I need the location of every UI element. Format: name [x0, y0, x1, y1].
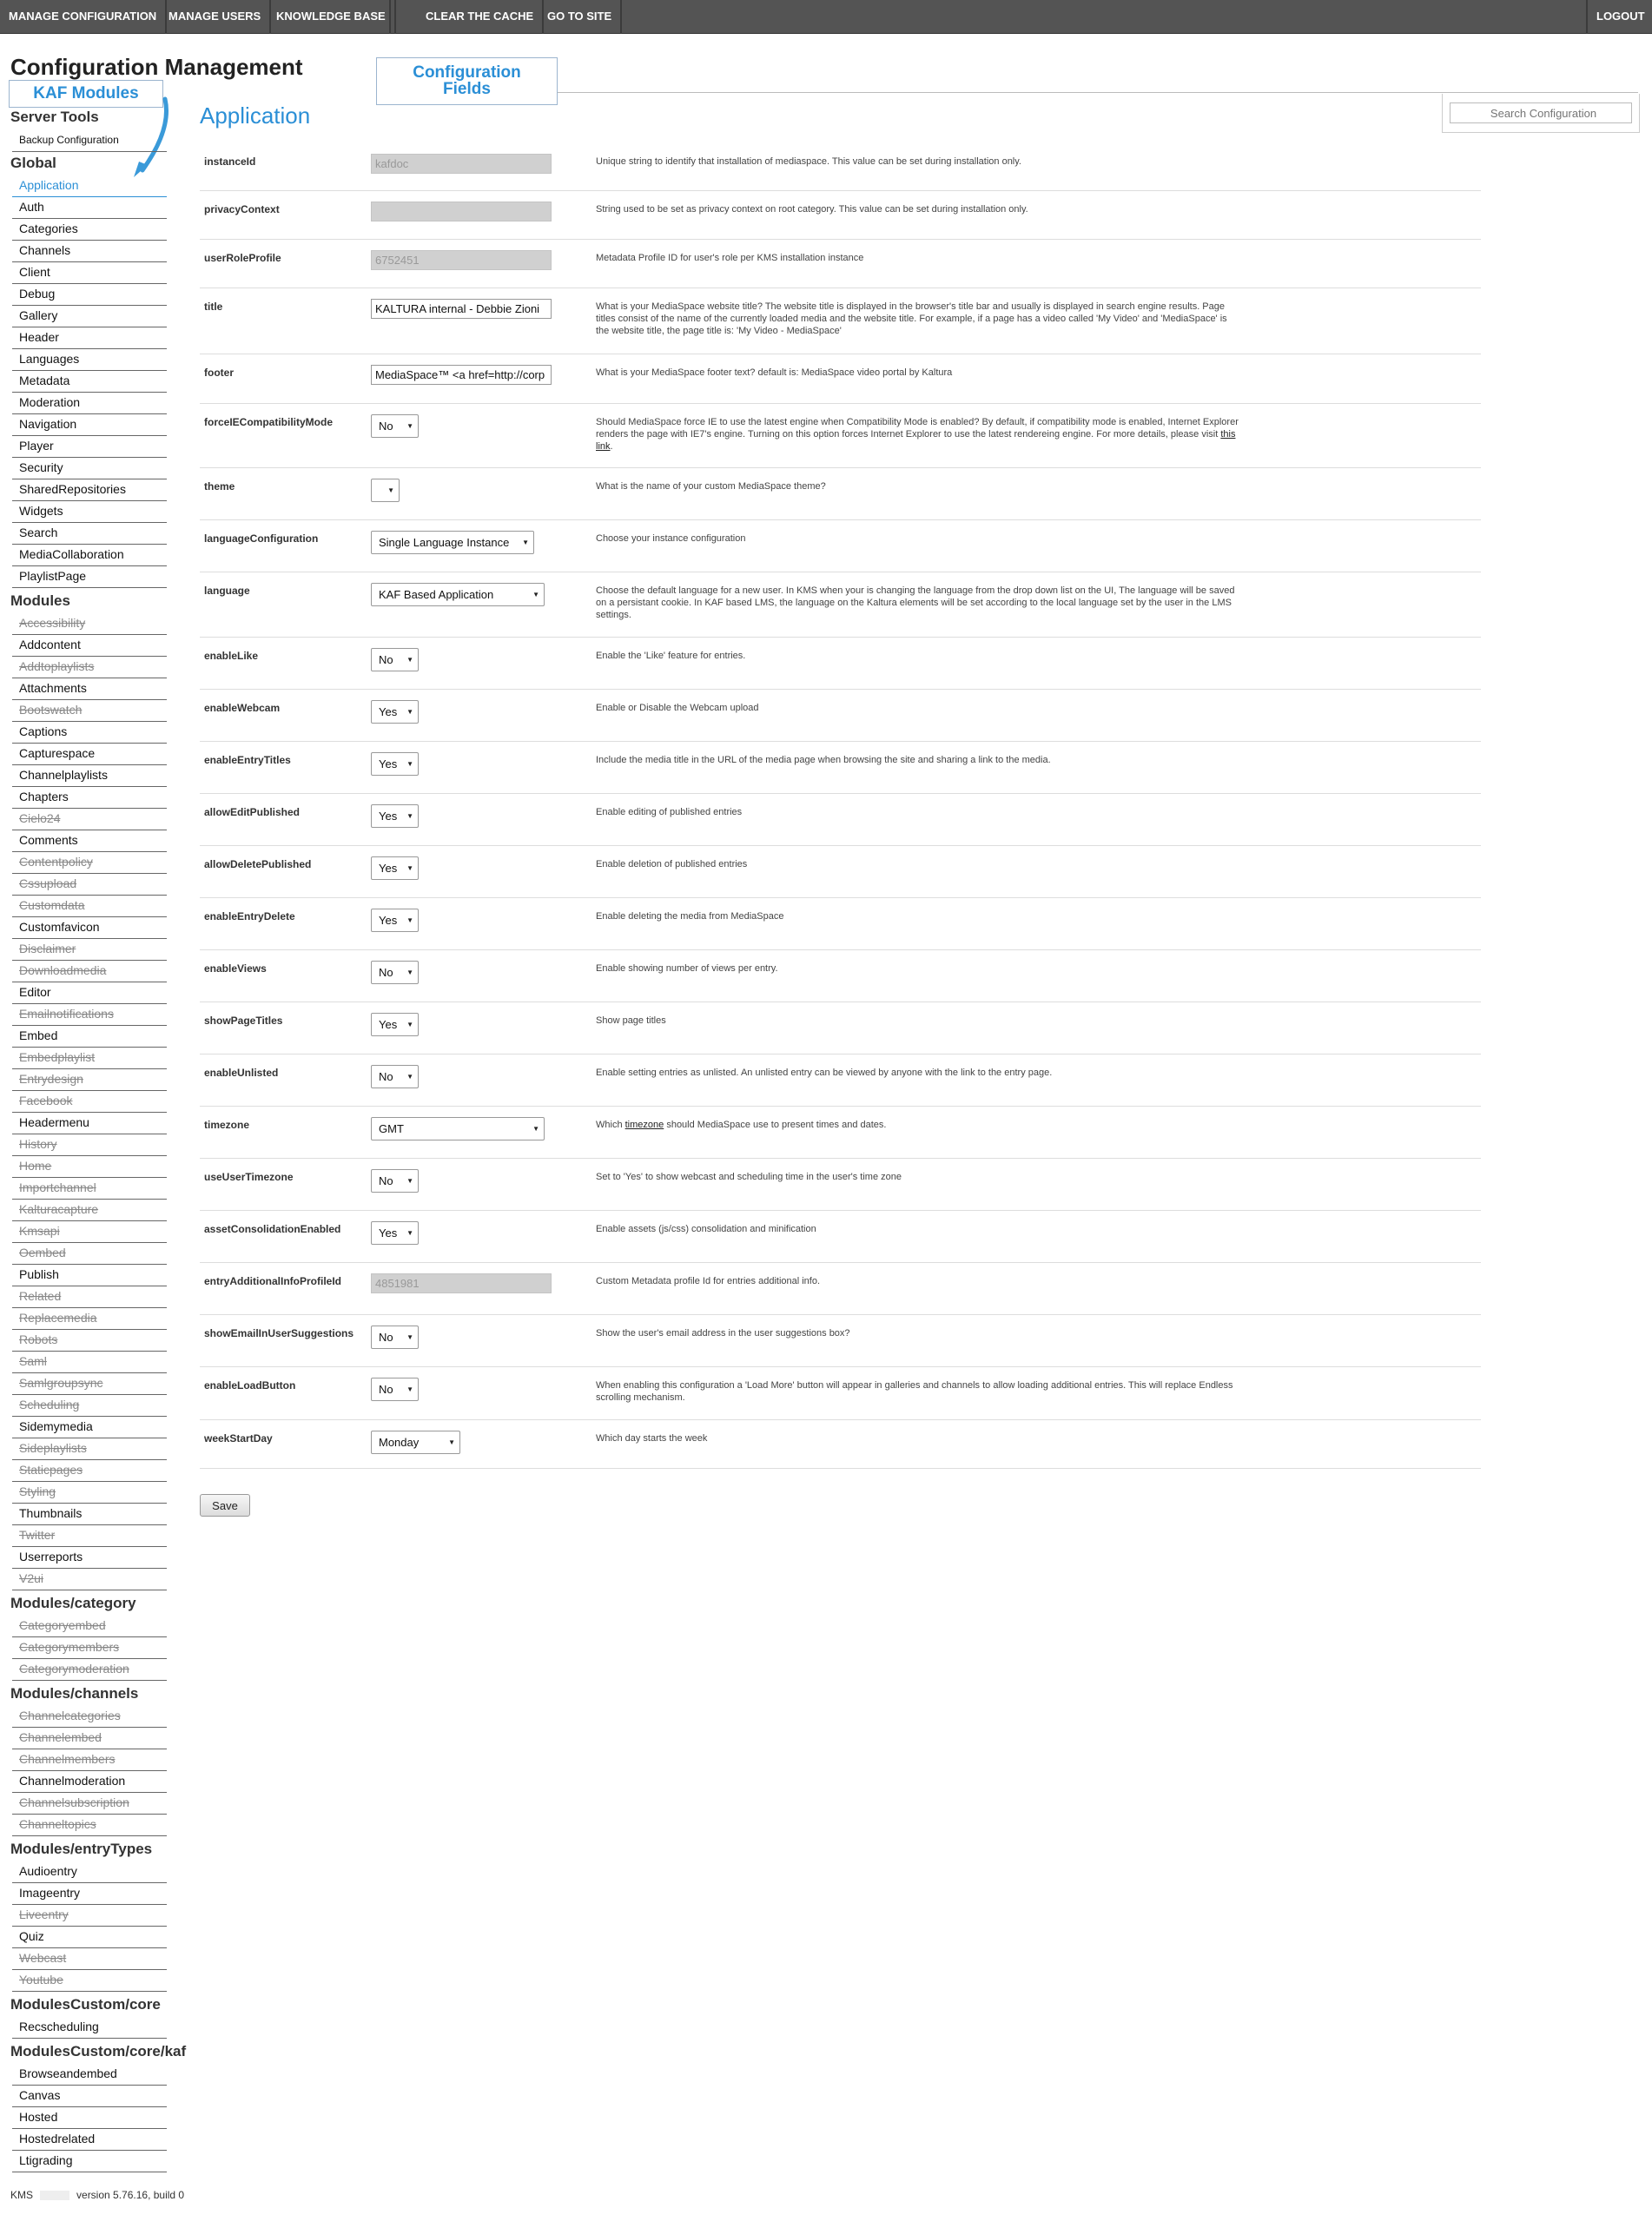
sidebar-item[interactable]: Embedplaylist	[12, 1048, 167, 1069]
sidebar-heading: ModulesCustom/core/kaf	[10, 2043, 187, 2059]
sidebar-item[interactable]: Canvas	[12, 2086, 167, 2107]
config-text-input[interactable]: MediaSpace™ <a href=http://corp	[371, 365, 552, 385]
config-control	[371, 1326, 419, 1349]
config-label: language	[204, 585, 250, 597]
search-container	[1442, 94, 1640, 133]
sidebar-item[interactable]: Security	[12, 458, 167, 479]
sidebar-item[interactable]: Publish	[12, 1265, 167, 1286]
config-label: showEmailInUserSuggestions	[204, 1327, 354, 1339]
description-text: Include the media title in the URL of the media page when browsing the site and sharing a link to the media.	[596, 755, 1051, 765]
sidebar-item[interactable]: Categorymoderation	[12, 1659, 167, 1681]
config-row	[200, 1420, 1481, 1469]
config-control	[371, 961, 419, 984]
config-label: enableWebcam	[204, 702, 281, 714]
config-control	[371, 752, 419, 776]
config-control	[371, 299, 552, 319]
config-select[interactable]: Yes ▼	[371, 1013, 419, 1036]
config-row	[200, 1263, 1481, 1315]
config-select[interactable]: GMT ▼	[371, 1117, 545, 1140]
config-description	[596, 1327, 1239, 1339]
config-description	[596, 1379, 1239, 1404]
config-select[interactable]: No ▼	[371, 1378, 419, 1401]
config-control	[371, 1169, 419, 1193]
config-select[interactable]: Monday ▼	[371, 1431, 460, 1454]
config-control	[371, 1221, 419, 1245]
config-label: theme	[204, 480, 235, 493]
config-description	[596, 203, 1239, 215]
sidebar-item[interactable]: PlaylistPage	[12, 566, 167, 588]
config-label: forceIECompatibilityMode	[204, 416, 334, 428]
config-text-input: 6752451	[371, 250, 552, 270]
header-divider	[558, 92, 1638, 93]
config-control	[371, 700, 419, 724]
config-label: enableViews	[204, 962, 267, 975]
sidebar-item[interactable]: Cssupload	[12, 874, 167, 896]
config-select[interactable]: KAF Based Application ▼	[371, 583, 545, 606]
sidebar-item[interactable]: Kmsapi	[12, 1221, 167, 1243]
config-control	[371, 856, 419, 880]
sidebar-item[interactable]: Twitter	[12, 1525, 167, 1547]
description-text: Should MediaSpace force IE to use the latest engine when Compatibility Mode is enabled? By default, if compatibility mode is enabled, Internet Explorer renders the page with IE7's engine. Turning on this option forces Internet Explorer to use the latest rendereing engine. For more details, please visit	[596, 417, 1239, 440]
sidebar-item[interactable]: Captions	[12, 722, 167, 744]
description-text: Enable deletion of published entries	[596, 859, 748, 869]
description-text: Enable showing number of views per entry.	[596, 963, 778, 974]
config-control	[371, 1273, 552, 1293]
sidebar-item[interactable]: Categoryembed	[12, 1616, 167, 1637]
config-label: showPageTitles	[204, 1015, 283, 1027]
sidebar-item[interactable]: Customdata	[12, 896, 167, 917]
config-select[interactable]: No ▼	[371, 648, 419, 671]
config-description	[596, 858, 1239, 870]
sidebar-item[interactable]: Capturespace	[12, 744, 167, 765]
description-text: When enabling this configuration a 'Load More' button will appear in galleries and channels to allow loading additional entries. This will replace Endless scrolling mechanism.	[596, 1380, 1233, 1403]
config-control	[371, 1378, 419, 1401]
sidebar-item[interactable]: Embed	[12, 1026, 167, 1048]
sidebar-item[interactable]: Header	[12, 327, 167, 349]
description-text: Custom Metadata profile Id for entries additional info.	[596, 1276, 821, 1286]
config-label: enableEntryTitles	[204, 754, 291, 766]
manage-users-link[interactable]: MANAGE USERS	[160, 0, 271, 34]
config-select[interactable]: No ▼	[371, 1326, 419, 1349]
go-to-site-link[interactable]: GO TO SITE	[539, 0, 622, 34]
footer-blank	[40, 2191, 69, 2200]
config-text-input	[371, 202, 552, 221]
sidebar-heading: Global	[10, 155, 56, 171]
sidebar-item[interactable]: History	[12, 1134, 167, 1156]
config-row	[200, 898, 1481, 950]
description-text: Enable deleting the media from MediaSpace	[596, 911, 784, 922]
description-text: Show page titles	[596, 1015, 666, 1026]
config-description	[596, 1275, 1239, 1287]
sidebar-heading: ModulesCustom/core	[10, 1996, 161, 2013]
sidebar-item[interactable]: Scheduling	[12, 1395, 167, 1417]
description-text: Enable or Disable the Webcam upload	[596, 703, 759, 713]
config-row	[200, 690, 1481, 742]
sidebar-item[interactable]: Browseandembed	[12, 2064, 167, 2086]
section-title: Application	[200, 102, 311, 129]
sidebar-item[interactable]: Liveentry	[12, 1905, 167, 1927]
config-row	[200, 240, 1481, 288]
config-control	[371, 1431, 460, 1454]
config-select[interactable]: Yes ▼	[371, 856, 419, 880]
clear-cache-link[interactable]: CLEAR THE CACHE	[417, 0, 544, 34]
config-control	[371, 154, 552, 174]
config-row	[200, 520, 1481, 572]
config-row	[200, 1315, 1481, 1367]
sidebar-item[interactable]: SharedRepositories	[12, 479, 167, 501]
sidebar-item[interactable]: Webcast	[12, 1948, 167, 1970]
config-select[interactable]: Single Language Instance ▼	[371, 531, 534, 554]
sidebar-heading: Modules/channels	[10, 1685, 139, 1702]
config-row	[200, 1107, 1481, 1159]
description-text: Enable setting entries as unlisted. An unlisted entry can be viewed by anyone with the link to the entry page.	[596, 1068, 1053, 1078]
config-description	[596, 962, 1239, 975]
description-text: Set to 'Yes' to show webcast and scheduling time in the user's time zone	[596, 1172, 902, 1182]
config-control	[371, 479, 400, 502]
config-text-input: 4851981	[371, 1273, 552, 1293]
sidebar-item[interactable]: Navigation	[12, 414, 167, 436]
config-control	[371, 1117, 545, 1140]
sidebar-item[interactable]: Oembed	[12, 1243, 167, 1265]
sidebar-item[interactable]: Editor	[12, 982, 167, 1004]
config-control	[371, 202, 552, 221]
config-row	[200, 191, 1481, 240]
config-row	[200, 1054, 1481, 1107]
description-text: What is your MediaSpace footer text? default is: MediaSpace video portal by Kaltura	[596, 367, 953, 378]
sidebar-item[interactable]: Home	[12, 1156, 167, 1178]
callout-line: Configuration	[413, 63, 521, 82]
sidebar-item[interactable]: Contentpolicy	[12, 852, 167, 874]
sidebar-item[interactable]: Styling	[12, 1482, 167, 1504]
config-control	[371, 250, 552, 270]
config-control	[371, 583, 545, 606]
sidebar-item[interactable]: Languages	[12, 349, 167, 371]
sidebar-item[interactable]: Categorymembers	[12, 1637, 167, 1659]
sidebar-item[interactable]: Application	[12, 175, 167, 197]
kaf-modules-callout: KAF Modules	[9, 80, 163, 108]
sidebar-item[interactable]: Facebook	[12, 1091, 167, 1113]
config-label: allowDeletePublished	[204, 858, 312, 870]
config-control	[371, 365, 552, 385]
sidebar-item[interactable]: Attachments	[12, 678, 167, 700]
sidebar-item[interactable]: Player	[12, 436, 167, 458]
nav-separator	[389, 0, 391, 34]
sidebar-item[interactable]: Importchannel	[12, 1178, 167, 1200]
sidebar-item[interactable]: Related	[12, 1286, 167, 1308]
sidebar-item[interactable]: Hostedrelated	[12, 2129, 167, 2151]
config-control	[371, 648, 419, 671]
config-label: enableLoadButton	[204, 1379, 296, 1392]
configuration-fields-callout	[376, 57, 558, 105]
top-navigation-bar	[0, 0, 1652, 34]
config-description	[596, 806, 1239, 818]
config-row	[200, 354, 1481, 404]
sidebar-item[interactable]: Sidemymedia	[12, 1417, 167, 1438]
config-row	[200, 1002, 1481, 1054]
config-description	[596, 416, 1239, 453]
knowledge-base-link[interactable]: KNOWLEDGE BASE	[268, 0, 396, 34]
search-input[interactable]	[1450, 102, 1632, 123]
sidebar-item[interactable]: Saml	[12, 1352, 167, 1373]
sidebar-item[interactable]: Channelmembers	[12, 1749, 167, 1771]
config-label: instanceId	[204, 155, 256, 168]
sidebar-item[interactable]: Kalturacapture	[12, 1200, 167, 1221]
config-row	[200, 950, 1481, 1002]
config-control	[371, 531, 534, 554]
sidebar-item[interactable]: Thumbnails	[12, 1504, 167, 1525]
config-label: timezone	[204, 1119, 250, 1131]
sidebar-item[interactable]: Staticpages	[12, 1460, 167, 1482]
sidebar-heading: Modules/category	[10, 1595, 136, 1611]
config-select[interactable]: Yes ▼	[371, 700, 419, 724]
config-description	[596, 1067, 1239, 1079]
nav-separator	[620, 0, 622, 34]
config-row	[200, 638, 1481, 690]
footer	[10, 2189, 184, 2201]
config-row	[200, 288, 1481, 354]
description-text: Unique string to identify that installation of mediaspace. This value can be set during installation only.	[596, 156, 1021, 167]
sidebar-item[interactable]: V2ui	[12, 1569, 167, 1590]
config-row	[200, 404, 1481, 468]
description-text: Which	[596, 1120, 625, 1130]
config-description	[596, 367, 1239, 379]
config-row	[200, 846, 1481, 898]
sidebar-item[interactable]: Metadata	[12, 371, 167, 393]
config-control	[371, 1013, 419, 1036]
config-label: privacyContext	[204, 203, 280, 215]
sidebar-item[interactable]: Client	[12, 262, 167, 284]
sidebar-item[interactable]: Userreports	[12, 1547, 167, 1569]
sidebar-item[interactable]: Moderation	[12, 393, 167, 414]
config-select[interactable]	[371, 479, 400, 502]
sidebar-item[interactable]: Channeltopics	[12, 1815, 167, 1836]
description-text: Enable editing of published entries	[596, 807, 743, 817]
config-select[interactable]: Yes ▼	[371, 752, 419, 776]
sidebar-item[interactable]: Ltigrading	[12, 2151, 167, 2172]
sidebar-item[interactable]: Widgets	[12, 501, 167, 523]
description-text: Metadata Profile ID for user's role per KMS installation instance	[596, 253, 864, 263]
sidebar-heading: Modules/entryTypes	[10, 1841, 153, 1857]
sidebar-item[interactable]: Bootswatch	[12, 700, 167, 722]
sidebar-item[interactable]: Search	[12, 523, 167, 545]
description-text: What is your MediaSpace website title? The website title is displayed in the browser's title bar and usually is displayed in search engine results. Page titles consist of the name of the currently loaded media and the website title. For example, if a page has a video called 'My Video' and 'MediaSpace' is the website title, the page title is: 'My Video - MediaSpace'	[596, 301, 1227, 336]
sidebar-item[interactable]: Channelmoderation	[12, 1771, 167, 1793]
sidebar-item[interactable]: Categories	[12, 219, 167, 241]
sidebar-item[interactable]: Channelplaylists	[12, 765, 167, 787]
config-control	[371, 804, 419, 828]
config-description	[596, 1223, 1239, 1235]
sidebar-item[interactable]: Disclaimer	[12, 939, 167, 961]
description-text: Show the user's email address in the user suggestions box?	[596, 1328, 850, 1339]
sidebar-item[interactable]: Customfavicon	[12, 917, 167, 939]
page-title: Configuration Management	[10, 54, 303, 80]
config-description	[596, 252, 1239, 264]
config-description	[596, 754, 1239, 766]
description-link[interactable]: this link	[596, 429, 1236, 452]
config-row	[200, 794, 1481, 846]
callout-line: Fields	[443, 80, 491, 98]
sidebar-item[interactable]: MediaCollaboration	[12, 545, 167, 566]
config-label: enableEntryDelete	[204, 910, 295, 922]
config-label: userRoleProfile	[204, 252, 281, 264]
config-label: allowEditPublished	[204, 806, 301, 818]
config-row	[200, 1211, 1481, 1263]
config-text-input[interactable]: KALTURA internal - Debbie Zioni	[371, 299, 552, 319]
config-select[interactable]: No ▼	[371, 1169, 419, 1193]
sidebar-item[interactable]: Emailnotifications	[12, 1004, 167, 1026]
config-label: enableUnlisted	[204, 1067, 279, 1079]
sidebar-item[interactable]: Channelcategories	[12, 1706, 167, 1728]
sidebar-item[interactable]: Sideplaylists	[12, 1438, 167, 1460]
config-description	[596, 1171, 1239, 1183]
sidebar-item[interactable]: Youtube	[12, 1970, 167, 1992]
logout-link[interactable]: LOGOUT	[1596, 10, 1645, 23]
footer-version: version 5.76.16, build 0	[76, 2189, 185, 2201]
config-row	[200, 143, 1481, 191]
sidebar-item[interactable]: Entrydesign	[12, 1069, 167, 1091]
description-text: should MediaSpace use to present times and dates.	[664, 1120, 887, 1130]
save-button[interactable]: Save	[200, 1494, 250, 1517]
config-control	[371, 909, 419, 932]
sidebar-item[interactable]: Accessibility	[12, 613, 167, 635]
config-description	[596, 1119, 1239, 1131]
sidebar-item[interactable]: Channels	[12, 241, 167, 262]
sidebar-item[interactable]: Robots	[12, 1330, 167, 1352]
description-link[interactable]: timezone	[624, 1120, 664, 1130]
config-select[interactable]: Yes ▼	[371, 804, 419, 828]
sidebar-item[interactable]: Debug	[12, 284, 167, 306]
config-description	[596, 301, 1239, 337]
description-text: Enable assets (js/css) consolidation and minification	[596, 1224, 816, 1234]
config-row	[200, 572, 1481, 638]
config-label: enableLike	[204, 650, 259, 662]
description-text: Choose the default language for a new user. In KMS when your is changing the language from the drop down list on the UI, The language will be saved on a persistant cookie. In KAF based LMS, the language on the Kaltura elements will be set according to the local language set by the user in the LMS settings.	[596, 585, 1235, 620]
sidebar-heading: Server Tools	[10, 109, 99, 125]
sidebar-item[interactable]: Samlgroupsync	[12, 1373, 167, 1395]
config-description	[596, 910, 1239, 922]
config-select[interactable]: No ▼	[371, 414, 419, 438]
description-text: String used to be set as privacy context on root category. This value can be set during installation only.	[596, 204, 1028, 215]
sidebar-item[interactable]: Chapters	[12, 787, 167, 809]
config-description	[596, 702, 1239, 714]
sidebar-item[interactable]: Downloadmedia	[12, 961, 167, 982]
description-text: Which day starts the week	[596, 1433, 708, 1444]
config-label: entryAdditionalInfoProfileId	[204, 1275, 341, 1287]
config-label: assetConsolidationEnabled	[204, 1223, 341, 1235]
config-label: weekStartDay	[204, 1432, 273, 1445]
sidebar-item[interactable]: Auth	[12, 197, 167, 219]
config-description	[596, 480, 1239, 493]
sidebar-item[interactable]: Comments	[12, 830, 167, 852]
sidebar-item[interactable]: Headermenu	[12, 1113, 167, 1134]
config-label: languageConfiguration	[204, 532, 319, 545]
config-label: title	[204, 301, 223, 313]
config-row	[200, 1367, 1481, 1420]
footer-kms: KMS	[10, 2189, 34, 2201]
config-select[interactable]: Yes ▼	[371, 909, 419, 932]
sidebar-item[interactable]: Gallery	[12, 306, 167, 327]
sidebar-item[interactable]: Hosted	[12, 2107, 167, 2129]
config-description	[596, 1015, 1239, 1027]
config-control	[371, 414, 419, 438]
sidebar-item[interactable]: Recscheduling	[12, 2017, 167, 2039]
description-text: What is the name of your custom MediaSpace theme?	[596, 481, 826, 492]
config-text-input: kafdoc	[371, 154, 552, 174]
config-select[interactable]: No ▼	[371, 1065, 419, 1088]
config-row	[200, 742, 1481, 794]
sidebar-item[interactable]: Audioentry	[12, 1861, 167, 1883]
sidebar-item[interactable]: Backup Configuration	[12, 130, 167, 152]
sidebar-item[interactable]: Channelembed	[12, 1728, 167, 1749]
sidebar-item[interactable]: Addcontent	[12, 635, 167, 657]
sidebar-item[interactable]: Replacemedia	[12, 1308, 167, 1330]
config-description	[596, 585, 1239, 621]
sidebar-item[interactable]: Quiz	[12, 1927, 167, 1948]
description-text: .	[610, 441, 613, 452]
config-description	[596, 650, 1239, 662]
config-description	[596, 155, 1239, 168]
sidebar-item[interactable]: Channelsubscription	[12, 1793, 167, 1815]
sidebar-item[interactable]: Addtoplaylists	[12, 657, 167, 678]
config-description	[596, 532, 1239, 545]
sidebar-item[interactable]: Imageentry	[12, 1883, 167, 1905]
manage-configuration-link[interactable]: MANAGE CONFIGURATION	[0, 0, 167, 34]
sidebar-item[interactable]: Cielo24	[12, 809, 167, 830]
config-label: footer	[204, 367, 234, 379]
config-row	[200, 1159, 1481, 1211]
config-control	[371, 1065, 419, 1088]
config-label: useUserTimezone	[204, 1171, 294, 1183]
config-row	[200, 468, 1481, 520]
config-select[interactable]: Yes ▼	[371, 1221, 419, 1245]
description-text: Choose your instance configuration	[596, 533, 746, 544]
sidebar-heading: Modules	[10, 592, 70, 609]
config-description	[596, 1432, 1239, 1445]
config-select[interactable]: No ▼	[371, 961, 419, 984]
description-text: Enable the 'Like' feature for entries.	[596, 651, 746, 661]
